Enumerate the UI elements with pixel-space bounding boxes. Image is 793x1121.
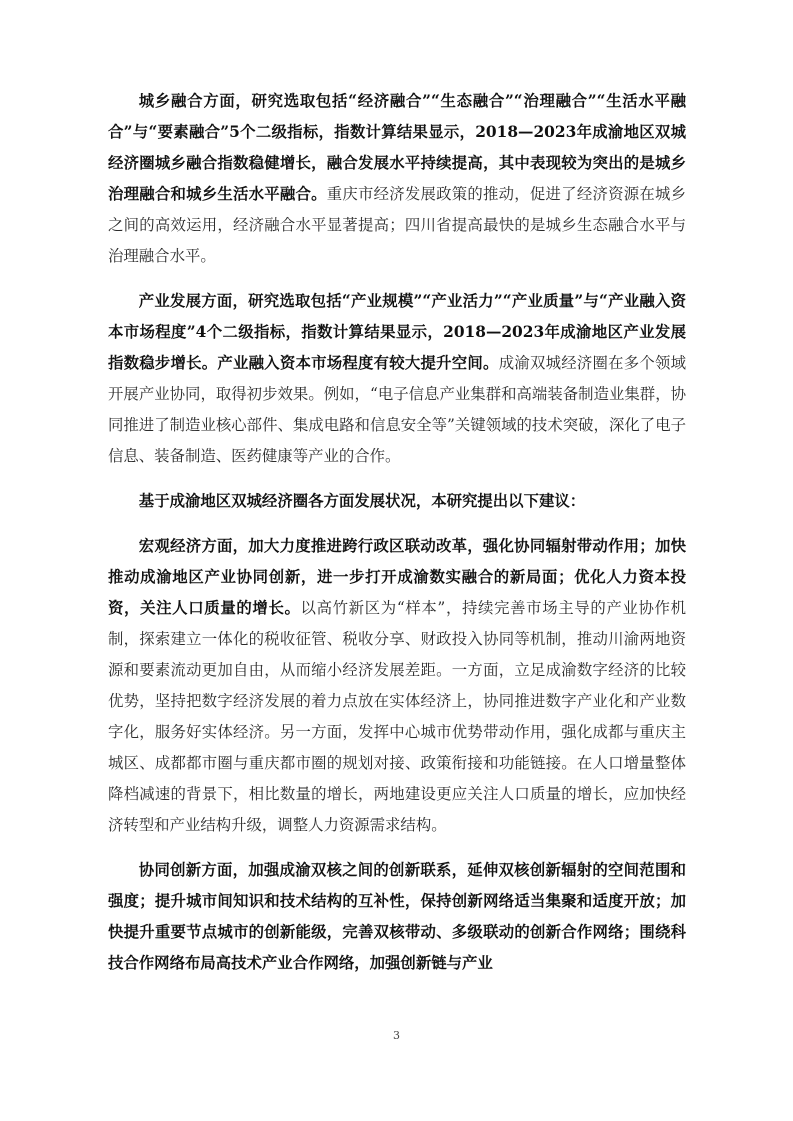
page-number: 3 <box>393 1029 400 1042</box>
paragraph-normal-text: 重庆市经济发展政策的推动，促进了经济资源在城乡之间的高效运用，经济融合水平显著提高；四川省提高最快的是城乡生态融合水平与治理融合水平。 <box>108 185 686 265</box>
paragraph-suggestions-intro <box>108 486 686 517</box>
paragraph-bold-text: 城乡融合方面，研究选取包括“经济融合”“生态融合”“治理融合”“生活水平融合”与“要素融合”5个二级指标，指数计算结果显示，2018—2023年成渝地区双城经济圈城乡融合指数稳健增长，融合发展水平持续提高，其中表现较为突出的是城乡治理融合和城乡生活水平融合。 <box>108 92 686 203</box>
paragraph-bold-text: 基于成渝地区双城经济圈各方面发展状况，本研究提出以下建议： <box>138 492 586 510</box>
paragraph-normal-text: 成渝双城经济圈在多个领域开展产业协同，取得初步效果。例如，“电子信息产业集群和高端装备制造业集群，协同推进了制造业核心部件、集成电路和信息安全等”关键领域的技术突破，深化了电子信息、装备制造、医药健康等产业的合作。 <box>108 354 686 465</box>
paragraph-industry-development <box>108 286 686 472</box>
body-text <box>108 86 686 993</box>
paragraph-macro-economy <box>108 531 686 841</box>
paragraph-collaborative-innovation <box>108 855 686 979</box>
paragraph-bold-text: 产业发展方面，研究选取包括“产业规模”“产业活力”“产业质量”与“产业融入资本市场程度”4个二级指标，指数计算结果显示，2018—2023年成渝地区产业发展指数稳步增长。产业融入资本市场程度有较大提升空间。 <box>108 292 687 372</box>
paragraph-normal-text: 以高竹新区为“样本”，持续完善市场主导的产业协作机制，探索建立一体化的税收征管、税收分享、财政投入协同等机制，推动川渝两地资源和要素流动更加自由，从而缩小经济发展差距。一方面，立足成渝数字经济的比较优势，坚持把数字经济发展的着力点放在实体经济上，协同推进数字产业化和产业数字化，服务好实体经济。另一方面，发挥中心城市优势带动作用，强化成都与重庆主城区、成都都市圈与重庆都市圈的规划对接、政策衔接和功能链接。在人口增量整体降档减速的背景下，相比数量的增长，两地建设更应关注人口质量的增长，应加快经济转型和产业结构升级，调整人力资源需求结构。 <box>108 599 686 834</box>
paragraph-bold-text: 宏观经济方面，加大力度推进跨行政区联动改革，强化协同辐射带动作用；加快推动成渝地区产业协同创新，进一步打开成渝数实融合的新局面；优化人力资本投资，关注人口质量的增长。 <box>108 537 686 617</box>
paragraph-urban-rural-integration <box>108 86 686 272</box>
paragraph-bold-text: 协同创新方面，加强成渝双核之间的创新联系，延伸双核创新辐射的空间范围和强度；提升城市间知识和技术结构的互补性，保持创新网络适当集聚和适度开放；加快提升重要节点城市的创新能级，完善双核带动、多级联动的创新合作网络；围绕科技合作网络布局高技术产业合作网络，加强创新链与产业 <box>108 861 686 972</box>
